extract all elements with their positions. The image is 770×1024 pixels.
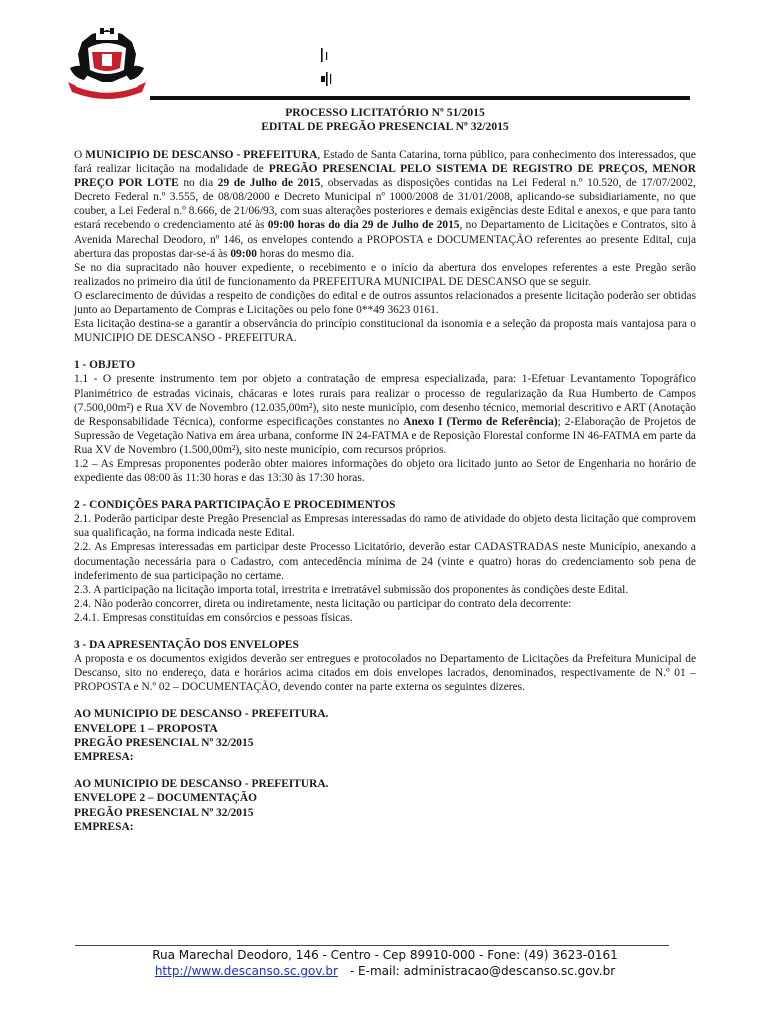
intro-text: , observadas as disposições contidas na Lei Federal n.º 10.520, de 17/07/2002, Decreto Federal n.º 3.555, de 08/08/2000 e Decreto Municipal nº 1000/2008 de 31/01/2008, aplicando-se subsidiariamente, no que couber, a Lei Federal n.º 8.666, de 21/06/93, com suas alterações posteriores e demais exigências deste Edital e anexos, e que para tanto estará recebendo o credenciamento até às (74, 177, 696, 232)
header-divider (150, 96, 690, 100)
section-heading: 2 - CONDIÇÕES PARA PARTICIPAÇÃO E PROCEDIMENTOS (74, 499, 396, 512)
footer-contact (0, 963, 770, 979)
document-title (74, 106, 696, 134)
clause-2-1: 2.1. Poderão participar deste Pregão Presencial as Empresas interessadas do ramo de atividade do objeto desta licitação que comprovem sua qualificação, na forma indicada neste Edital. (74, 513, 696, 540)
envelope-2-label (74, 777, 696, 834)
clause-2-3: 2.3. A participação na licitação importa total, irrestrita e irretratável submissão dos proponentes às condições deste Edital. (74, 583, 629, 596)
clause-bold: Anexo I (Termo de Referência) (403, 415, 558, 428)
clause-1-1 (74, 372, 696, 457)
title-line-2: EDITAL DE PREGÃO PRESENCIAL Nº 32/2015 (261, 120, 509, 133)
section-heading: 3 - DA APRESENTAÇÃO DOS ENVELOPES (74, 639, 299, 651)
section-envelopes (74, 638, 696, 694)
intro-bold: 29 de Julho de 2015 (217, 177, 321, 190)
intro-bold: 09:00 horas do dia 29 de Julho de 2015 (267, 219, 460, 232)
intro-text: no dia (178, 177, 218, 190)
envelope-line: AO MUNICIPIO DE DESCANSO - PREFEITURA. (74, 778, 329, 791)
envelope-line: ENVELOPE 2 – DOCUMENTAÇÃO (74, 792, 257, 805)
section-heading: 1 - OBJETO (74, 359, 136, 372)
letterhead (0, 0, 770, 104)
intro-text: horas do mesmo dia. (256, 247, 355, 260)
municipal-seal-icon (66, 28, 148, 100)
envelope-line: EMPRESA: (74, 750, 134, 763)
clause-text: 1.1 - O presente instrumento tem por objeto a contratação de empresa especializada, para: 1-Efetuar Levantamento Topográfico Planimétrico de estradas vicinais, chácaras e lotes rurais para realizar o processo de regularização da Rua Humberto de Campos (7.500,00m²) e Rua XV de Novembro (12.035,00m²), sito neste município, com desenho técnico, memorial descritivo e ART (Anotação de Responsabilidade Técnica), conforme especificações constantes no (74, 373, 696, 428)
envelope-line: AO MUNICIPIO DE DESCANSO - PREFEITURA. (74, 708, 329, 721)
clause-3-1: A proposta e os documentos exigidos deverão ser entregues e protocolados no Departamento de Licitações da Prefeitura Municipal de Descanso, sito no endereço, data e horários acima citados em dois envelopes lacrados, denominados, respectivamente de N.º 01 – PROPOSTA e N.º 02 – DOCUMENTAÇÃO, devendo conter na parte externa os seguintes dizeres. (74, 653, 696, 694)
envelope-line: EMPRESA: (74, 820, 134, 833)
title-line-1: PROCESSO LICITATÓRIO Nº 51/2015 (285, 106, 485, 119)
paragraph-clarification: O esclarecimento de dúvidas a respeito de condições do edital e de outros assuntos relacionados a presente licitação poderão ser obtidas junto ao Departamento de Compras e Licitações ou pelo fone 0**49 3623 0161. (74, 289, 696, 317)
clause-1-2: 1.2 – As Empresas proponentes poderão obter maiores informações do objeto ora licitado junto ao Setor de Engenharia no horário de expediente das 08:00 às 11:30 horas e das 13:30 às 17:30 horas. (74, 457, 696, 485)
footer (0, 947, 770, 979)
website-link[interactable]: http://www.descanso.sc.gov.br (154, 964, 338, 978)
envelope-line: ENVELOPE 1 – PROPOSTA (74, 722, 218, 735)
edital-document (74, 106, 696, 834)
envelope-line: PREGÃO PRESENCIAL Nº 32/2015 (74, 736, 254, 749)
clause-2-4-1: 2.4.1. Empresas constituídas em consórcios e pessoas físicas. (74, 611, 353, 624)
footer-email: - E-mail: administracao@descanso.sc.gov.br (349, 964, 616, 978)
footer-address: Rua Marechal Deodoro, 146 - Centro - Cep 89910-000 - Fone: (49) 3623-0161 (152, 948, 618, 962)
intro-text: O (74, 149, 86, 161)
paragraph-holiday: Se no dia supracitado não houver expediente, o recebimento e o início da abertura dos envelopes referentes a este Pregão serão realizados no primeiro dia útil de funcionamento da PREFEITURA MUNICIPAL DE DESCANSO que se seguir. (74, 261, 696, 288)
intro-bold: MUNICIPIO DE DESCANSO - PREFEITURA (85, 149, 318, 161)
intro-paragraph (74, 148, 696, 261)
clause-text: ; 2-Elaboração de Projetos de Supressão de Vegetação Nativa em área urbana, conforme IN 24-FATMA e de Reposição Florestal conforme IN 46-FATMA em parte da Rua XV de Novembro (1.500,00m²), sito neste município, com recursos próprios. (74, 415, 696, 456)
paragraph-isonomy: Esta licitação destina-se a garantir a observância do princípio constitucional da isonomia e a seleção da proposta mais vantajosa para o MUNICIPIO DE DESCANSO - PREFEITURA. (74, 318, 696, 345)
letterhead-mark-icon (318, 46, 342, 92)
intro-text: , no Departamento de Licitações e Contratos, sito à Avenida Marechal Deodoro, nº 146, os envelopes contendo a PROPOSTA e DOCUMENTAÇÃO referentes ao presente Edital, cuja abertura das propostas dar-se-á às (74, 219, 696, 260)
footer-divider (75, 945, 669, 946)
intro-bold: 09:00 (230, 247, 257, 260)
clause-2-2: 2.2. As Empresas interessadas em participar deste Processo Licitatório, deverão estar CADASTRADAS neste Município, anexando a documentação necessária para o Cadastro, com antecedência mínima de 24 (vinte e quatro) horas do credenciamento sob pena de indeferimento de sua participação no certame. (74, 541, 696, 582)
section-condicoes (74, 498, 696, 625)
section-objeto (74, 358, 696, 485)
envelope-line: PREGÃO PRESENCIAL Nº 32/2015 (74, 806, 254, 819)
clause-2-4: 2.4. Não poderão concorrer, direta ou indiretamente, nesta licitação ou participar do contrato dela decorrente: (74, 597, 572, 610)
intro-bold: PREGÃO PRESENCIAL PELO SISTEMA DE REGISTRO DE PREÇOS, MENOR PREÇO POR LOTE (74, 163, 697, 190)
intro-text: , Estado de Santa Catarina, torna público, para conhecimento dos interessados, que fará realizar licitação na modalidade de (74, 149, 696, 176)
envelope-1-label (74, 707, 696, 764)
